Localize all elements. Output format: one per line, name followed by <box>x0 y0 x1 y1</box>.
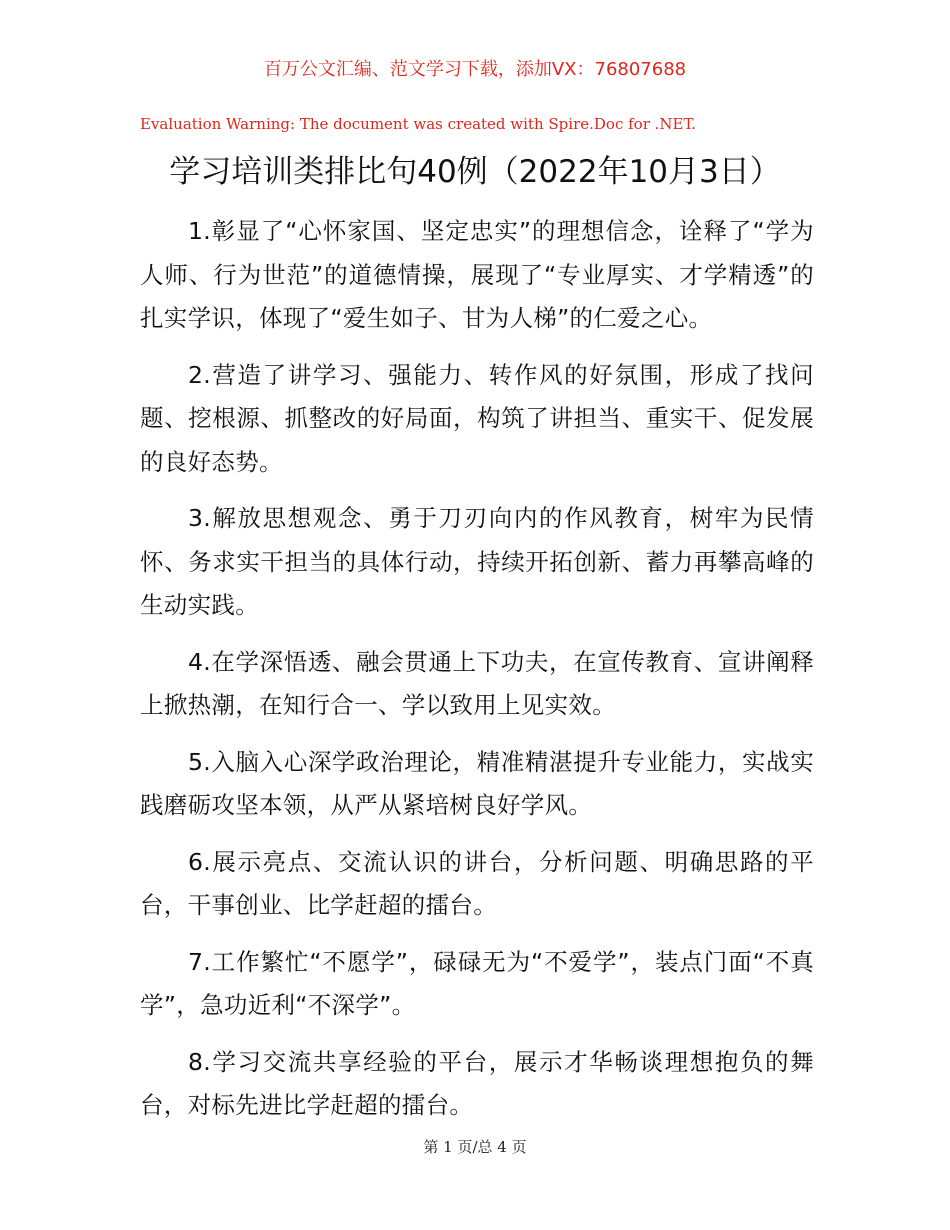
paragraph-7: 7.工作繁忙“不愿学”，碌碌无为“不爱学”，装点门面“不真学”，急功近利“不深学”。 <box>140 947 814 1019</box>
paragraph-2: 2.营造了讲学习、强能力、转作风的好氛围，形成了找问题、挖根源、抓整改的好局面，构筑了讲担当、重实干、促发展的良好态势。 <box>140 360 814 476</box>
paragraph-5: 5.入脑入心深学政治理论，精准精湛提升专业能力，实战实践磨砺攻坚本领，从严从紧培树良好学风。 <box>140 747 814 819</box>
paragraph-3: 3.解放思想观念、勇于刀刃向内的作风教育，树牢为民情怀、务求实干担当的具体行动，持续开拓创新、蓄力再攀高峰的生动实践。 <box>140 504 814 619</box>
paragraph-6: 6.展示亮点、交流认识的讲台，分析问题、明确思路的平台，干事创业、比学赶超的擂台。 <box>140 847 814 919</box>
document-title: 学习培训类排比句40例（2022年10月3日） <box>169 154 781 190</box>
paragraph-4: 4.在学深悟透、融会贯通上下功夫，在宣传教育、宣讲阐释上掀热潮，在知行合一、学以致用上见实效。 <box>140 647 814 719</box>
paragraph-8: 8.学习交流共享经验的平台，展示才华畅谈理想抱负的舞台，对标先进比学赶超的擂台。 <box>140 1047 814 1119</box>
page-number: 第 1 页/总 4 页 <box>423 1138 527 1156</box>
promo-header: 百万公文汇编、范文学习下载，添加VX：76807688 <box>263 59 687 80</box>
paragraph-1: 1.彰显了“心怀家国、坚定忠实”的理想信念，诠释了“学为人师、行为世范”的道德情操，展现了“专业厚实、才学精透”的扎实学识，体现了“爱生如子、甘为人梯”的仁爱之心。 <box>140 217 814 332</box>
evaluation-warning: Evaluation Warning: The document was created with Spire.Doc for .NET. <box>140 115 697 133</box>
document-body <box>140 210 814 1141</box>
